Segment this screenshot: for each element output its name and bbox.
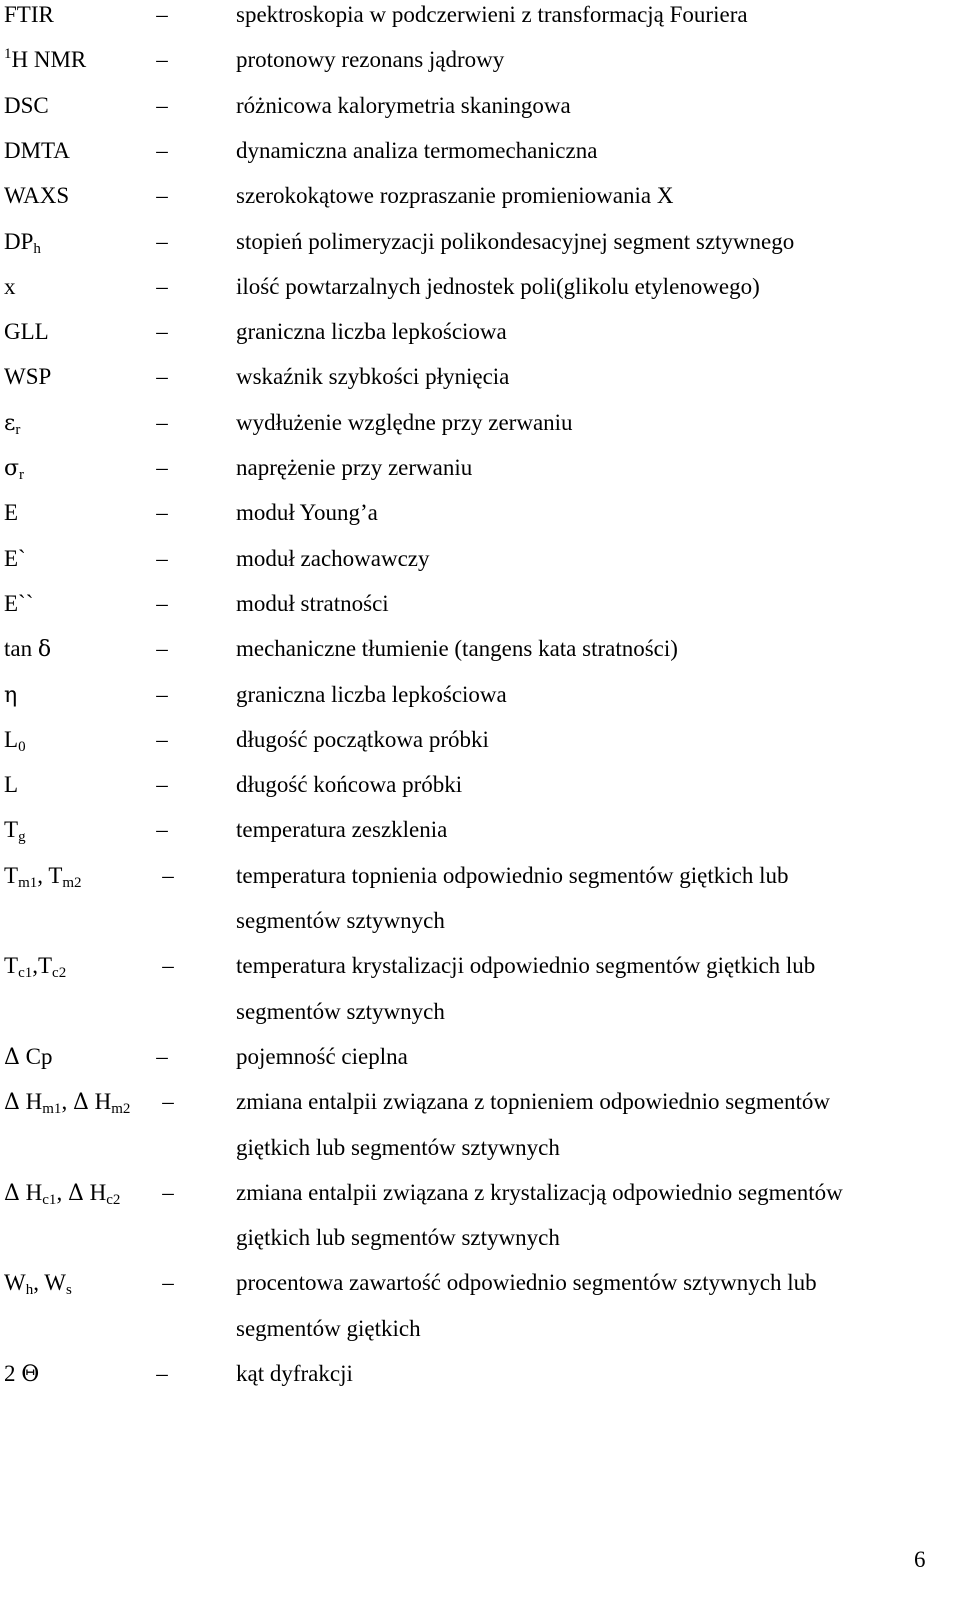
superscript: 1 <box>4 46 12 62</box>
dash-separator: – <box>156 274 168 299</box>
definition-text: segmentów giętkich <box>236 1316 421 1341</box>
term-text: , W <box>33 1270 67 1295</box>
abbreviation-term <box>4 680 17 711</box>
dash-separator: – <box>156 772 168 797</box>
term-text: Δ <box>4 1045 20 1070</box>
dash-separator: – <box>162 1089 174 1114</box>
definition-text: moduł zachowawczy <box>236 546 430 571</box>
list-item <box>0 544 960 574</box>
dash-separator: – <box>162 953 174 978</box>
term-text: H <box>19 1089 43 1114</box>
term-text: GLL <box>4 319 49 344</box>
dash-separator: – <box>156 138 168 163</box>
abbreviation-term <box>4 951 66 981</box>
subscript: m2 <box>62 875 82 891</box>
definition-text: dynamiczna analiza termomechaniczna <box>236 138 598 163</box>
term-text: Δ <box>4 1090 20 1115</box>
page-number: 6 <box>914 1547 926 1572</box>
term-text: W <box>4 1270 26 1295</box>
term-text: η <box>4 683 18 708</box>
list-item <box>0 227 960 257</box>
term-text: DMTA <box>4 138 70 163</box>
term-text: DSC <box>4 93 49 118</box>
term-text: Δ <box>72 1090 89 1115</box>
dash-separator: – <box>156 93 168 118</box>
abbreviation-term <box>4 408 20 439</box>
term-text: T <box>4 817 19 842</box>
list-item <box>0 1359 960 1389</box>
definition-text: graniczna liczba lepkościowa <box>236 682 507 707</box>
term-text: ε <box>4 411 16 436</box>
term-text: DP <box>4 229 34 254</box>
list-item <box>0 1178 960 1208</box>
term-text: , <box>61 1089 73 1114</box>
list-item <box>0 1268 960 1298</box>
list-item <box>0 589 960 619</box>
list-item <box>0 181 960 211</box>
definition-text: temperatura zeszklenia <box>236 817 448 842</box>
abbreviation-term <box>4 453 24 484</box>
definition-text: procentowa zawartość odpowiednio segmentów sztywnych lub <box>236 1270 817 1295</box>
term-text: H <box>19 1180 43 1205</box>
list-item <box>0 725 960 755</box>
term-text: E <box>4 500 19 525</box>
term-text: WAXS <box>4 183 70 208</box>
definition-text: ilość powtarzalnych jednostek poli(glikolu etylenowego) <box>236 274 760 299</box>
list-item <box>0 317 960 347</box>
subscript: s <box>66 1282 72 1298</box>
subscript: m1 <box>18 875 38 891</box>
list-item <box>0 498 960 528</box>
term-text: tan <box>4 636 38 661</box>
term-text: T <box>4 953 19 978</box>
subscript: r <box>15 422 21 438</box>
list-item <box>0 45 960 75</box>
dash-separator: – <box>156 817 168 842</box>
list-item <box>0 815 960 845</box>
dash-separator: – <box>156 636 168 661</box>
abbreviation-term <box>4 136 70 166</box>
dash-separator: – <box>156 500 168 525</box>
abbreviation-term <box>4 634 51 665</box>
subscript: h <box>33 241 41 257</box>
term-text: Δ <box>4 1181 20 1206</box>
term-text: , <box>56 1180 68 1205</box>
term-text: E`` <box>4 591 34 616</box>
definition-text: stopień polimeryzacji polikondesacyjnej segment sztywnego <box>236 229 795 254</box>
abbreviation-term <box>4 725 26 755</box>
definition-text: szerokokątowe rozpraszanie promieniowania X <box>236 183 674 208</box>
subscript: g <box>18 829 26 845</box>
abbreviation-term <box>4 272 16 302</box>
list-item <box>0 770 960 800</box>
list-item <box>0 272 960 302</box>
subscript: m1 <box>42 1101 62 1117</box>
abbreviation-term <box>4 181 69 211</box>
definition-text: różnicowa kalorymetria skaningowa <box>236 93 571 118</box>
list-item <box>0 0 960 30</box>
abbreviation-term <box>4 1087 130 1118</box>
term-text: L <box>4 727 19 752</box>
abbreviation-term <box>4 770 18 800</box>
list-item-continuation <box>0 1223 960 1253</box>
term-text: H <box>83 1180 107 1205</box>
dash-separator: – <box>162 1270 174 1295</box>
term-text: δ <box>37 637 52 662</box>
subscript: 0 <box>18 739 26 755</box>
dash-separator: – <box>156 455 168 480</box>
definition-text: mechaniczne tłumienie (tangens kata stratności) <box>236 636 678 661</box>
definition-text: temperatura krystalizacji odpowiednio segmentów giętkich lub <box>236 953 816 978</box>
term-text: T <box>4 863 19 888</box>
term-text: Θ <box>21 1362 40 1387</box>
list-item-continuation <box>0 997 960 1027</box>
definition-text: temperatura topnienia odpowiednio segmentów giętkich lub <box>236 863 789 888</box>
subscript: h <box>25 1282 34 1298</box>
term-text: H <box>88 1089 112 1114</box>
list-item <box>0 136 960 166</box>
dash-separator: – <box>156 319 168 344</box>
abbreviation-term <box>4 544 26 574</box>
dash-separator: – <box>156 682 168 707</box>
dash-separator: – <box>156 364 168 389</box>
dash-separator: – <box>156 183 168 208</box>
definition-text: długość początkowa próbki <box>236 727 489 752</box>
subscript: c1 <box>42 1192 57 1208</box>
abbreviation-term <box>4 861 82 891</box>
list-item <box>0 1087 960 1117</box>
subscript: c2 <box>106 1192 121 1208</box>
definition-text: segmentów sztywnych <box>236 908 445 933</box>
definition-text: wydłużenie względne przy zerwaniu <box>236 410 573 435</box>
list-item <box>0 634 960 664</box>
term-text: , T <box>37 863 63 888</box>
term-text: FTIR <box>4 2 54 27</box>
abbreviation-term <box>4 362 51 392</box>
dash-separator: – <box>162 863 174 888</box>
abbreviation-term <box>4 45 86 75</box>
list-item <box>0 362 960 392</box>
subscript: m2 <box>111 1101 131 1117</box>
definition-text: wskaźnik szybkości płynięcia <box>236 364 510 389</box>
list-item-continuation <box>0 1133 960 1163</box>
dash-separator: – <box>156 591 168 616</box>
term-text: WSP <box>4 364 52 389</box>
abbreviation-term <box>4 91 49 121</box>
definition-text: segmentów sztywnych <box>236 999 445 1024</box>
abbreviation-term <box>4 1359 39 1390</box>
term-text: E` <box>4 546 26 571</box>
subscript: c1 <box>18 965 33 981</box>
subscript: c2 <box>52 965 67 981</box>
dash-separator: – <box>156 47 168 72</box>
definition-text: protonowy rezonans jądrowy <box>236 47 505 72</box>
definition-text: giętkich lub segmentów sztywnych <box>236 1135 560 1160</box>
term-text: H NMR <box>11 47 87 72</box>
list-item <box>0 951 960 981</box>
definition-text: naprężenie przy zerwaniu <box>236 455 473 480</box>
subscript: r <box>19 467 25 483</box>
list-item <box>0 91 960 121</box>
abbreviation-term <box>4 498 18 528</box>
list-item <box>0 861 960 891</box>
term-text: L <box>4 772 19 797</box>
term-text: σ <box>4 456 20 481</box>
definition-text: kąt dyfrakcji <box>236 1361 353 1386</box>
definition-text: moduł Young’a <box>236 500 378 525</box>
definition-text: spektroskopia w podczerwieni z transformacją Fouriera <box>236 2 748 27</box>
dash-separator: – <box>156 2 168 27</box>
term-text: 2 <box>4 1361 22 1386</box>
definition-text: zmiana entalpii związana z topnieniem odpowiednio segmentów <box>236 1089 830 1114</box>
dash-separator: – <box>156 546 168 571</box>
list-item-continuation <box>0 906 960 936</box>
abbreviation-term <box>4 317 49 347</box>
term-text: x <box>4 274 16 299</box>
definition-text: graniczna liczba lepkościowa <box>236 319 507 344</box>
definition-text: moduł stratności <box>236 591 389 616</box>
dash-separator: – <box>156 229 168 254</box>
dash-separator: – <box>162 1180 174 1205</box>
term-text: Cp <box>19 1044 53 1069</box>
dash-separator: – <box>156 410 168 435</box>
list-item <box>0 453 960 483</box>
dash-separator: – <box>156 1044 168 1069</box>
list-item <box>0 1042 960 1072</box>
definition-text: pojemność cieplna <box>236 1044 408 1069</box>
abbreviation-term <box>4 815 26 845</box>
term-text: ,T <box>32 953 53 978</box>
list-item <box>0 680 960 710</box>
abbreviation-term <box>4 0 54 30</box>
list-item <box>0 408 960 438</box>
abbreviation-term <box>4 1042 52 1073</box>
abbreviation-term <box>4 589 33 619</box>
list-item-continuation <box>0 1314 960 1344</box>
abbreviation-term <box>4 227 41 257</box>
definition-text: zmiana entalpii związana z krystalizacją odpowiednio segmentów <box>236 1180 843 1205</box>
dash-separator: – <box>156 1361 168 1386</box>
abbreviation-term <box>4 1268 72 1298</box>
term-text: Δ <box>67 1181 84 1206</box>
definition-text: długość końcowa próbki <box>236 772 463 797</box>
abbreviation-term <box>4 1178 120 1209</box>
definition-text: giętkich lub segmentów sztywnych <box>236 1225 560 1250</box>
dash-separator: – <box>156 727 168 752</box>
